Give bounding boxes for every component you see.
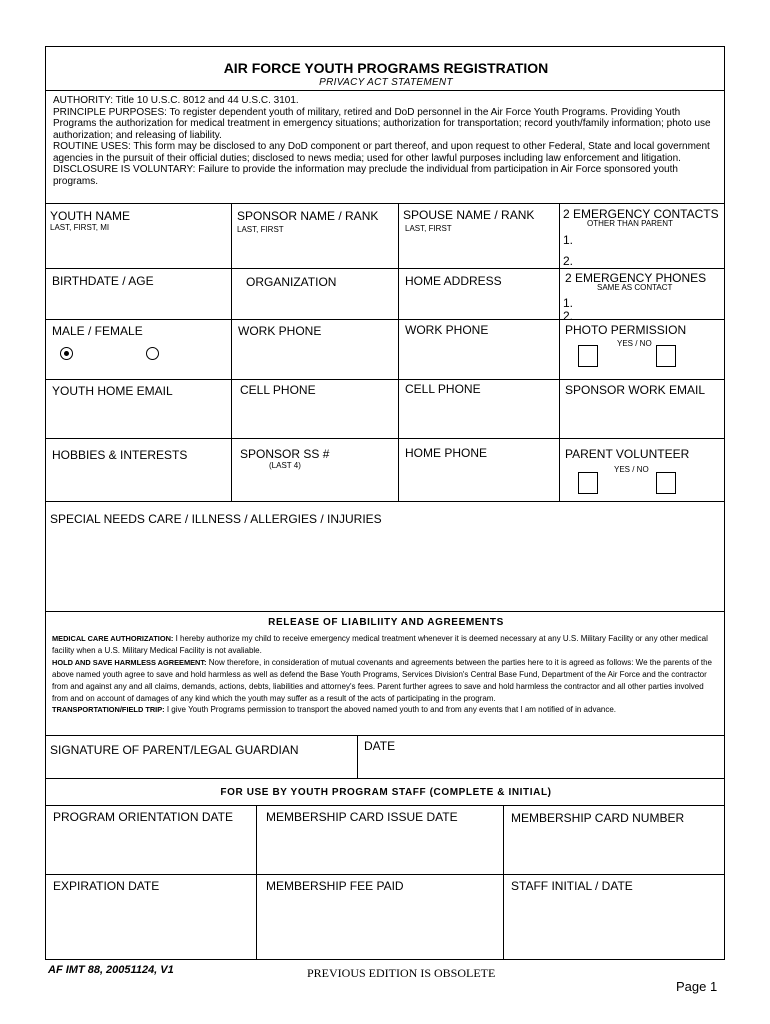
photo-permission-yes-no: YES / NO [617, 339, 652, 348]
grid-line [46, 611, 724, 612]
volunteer-yes-checkbox[interactable] [578, 472, 598, 494]
spouse-name-label: SPOUSE NAME / RANK [403, 208, 535, 222]
gender-label: MALE / FEMALE [52, 324, 143, 338]
spouse-cell-label: CELL PHONE [405, 382, 481, 396]
grid-line [559, 203, 560, 501]
signature-label: SIGNATURE OF PARENT/LEGAL GUARDIAN [50, 743, 299, 757]
grid-line [46, 319, 724, 320]
emergency-contact-2[interactable]: 2. [563, 254, 574, 268]
photo-permission-label: PHOTO PERMISSION [565, 323, 687, 337]
membership-fee-label: MEMBERSHIP FEE PAID [266, 879, 404, 893]
photo-no-checkbox[interactable] [656, 345, 676, 367]
grid-line [46, 379, 724, 380]
form-title: AIR FORCE YOUTH PROGRAMS REGISTRATION [223, 60, 549, 76]
organization-label: ORGANIZATION [246, 275, 337, 289]
registration-form [45, 46, 725, 960]
hold-harmless-text: Now therefore, in consideration of mutual covenants and agreements between the parties here to it is agreed as follows: We the parents of the above named youth agree to save and hold harmless as well as defend the Base Youth Programs, Services Division's Central Base Fund, Department of the Air Force and the contractor from and against any and all claims, demands, actions, debts, liabilities and attorney's fees. Parent further agrees to save and hold harmless the contractor and all other parties involved from and on account of damages of any kind which the youth may suffer as a result of the acts of participating in the program. [52, 657, 713, 703]
staff-initial-label: STAFF INITIAL / DATE [511, 879, 633, 893]
page-number: Page 1 [676, 979, 718, 994]
spouse-name-format: LAST, FIRST [405, 224, 452, 233]
transportation-label: TRANSPORTATION/FIELD TRIP: [52, 705, 165, 715]
grid-line [46, 268, 724, 269]
orientation-date-label: PROGRAM ORIENTATION DATE [53, 810, 234, 824]
privacy-disclosure: DISCLOSURE IS VOLUNTARY: Failure to provide the information may preclude the individual from participation in Air Force sponsored youth programs. [53, 164, 678, 187]
youth-name-format: LAST, FIRST, MI [50, 223, 110, 232]
youth-email-label: YOUTH HOME EMAIL [52, 384, 173, 398]
privacy-act-statement [53, 95, 720, 187]
grid-line [46, 735, 724, 736]
emergency-contact-1[interactable]: 1. [563, 233, 574, 247]
staff-heading: FOR USE BY YOUTH PROGRAM STAFF (COMPLETE & INITIAL) [220, 787, 552, 798]
grid-line [357, 735, 358, 778]
grid-line [231, 203, 232, 501]
card-number-label: MEMBERSHIP CARD NUMBER [511, 811, 685, 825]
sponsor-work-email-label: SPONSOR WORK EMAIL [565, 383, 706, 397]
emergency-phone-1[interactable]: 1. [563, 296, 574, 310]
transportation-text: I give Youth Programs permission to transport the aboved named youth to and from any events that I am notified of in advance. [164, 705, 617, 715]
special-needs-label: SPECIAL NEEDS CARE / ILLNESS / ALLERGIES / INJURIES [50, 512, 382, 526]
emergency-contacts-label: 2 EMERGENCY CONTACTS [563, 207, 719, 221]
youth-name-label: YOUTH NAME [50, 209, 131, 223]
grid-line [398, 203, 399, 501]
sponsor-name-format: LAST, FIRST [237, 225, 284, 234]
photo-yes-checkbox[interactable] [578, 345, 598, 367]
medical-care-text: I hereby authorize my child to receive emergency medical treatment whenever it is deemed necessary at any U.S. Military Facility or any other medical facility when a U.S. Military Medical Facility is not avaliable. [52, 634, 708, 655]
privacy-principle: PRINCIPLE PURPOSES: To register dependent youth of military, retired and DoD personnel in the Air Force Youth Programs. Providing Youth Programs the authorization for medical treatment in emergency situations; authorization for transportation; record youth/family information; photo use authorization; and releasing of liability. [53, 106, 711, 141]
grid-line [256, 805, 257, 959]
medical-care-label: MEDICAL CARE AUTHORIZATION: [52, 634, 174, 643]
emergency-phones-note: SAME AS CONTACT [597, 283, 673, 292]
signature-date-label: DATE [364, 739, 396, 753]
form-id: AF IMT 88, 20051124, V1 [48, 964, 174, 976]
volunteer-no-checkbox[interactable] [656, 472, 676, 494]
hold-harmless-label: HOLD AND SAVE HARMLESS AGREEMENT: [52, 657, 207, 667]
grid-line [46, 778, 724, 779]
emergency-phones-label: 2 EMERGENCY PHONES [565, 271, 707, 285]
sponsor-cell-label: CELL PHONE [240, 383, 316, 397]
sponsor-work-phone-label: WORK PHONE [238, 324, 322, 338]
sponsor-ss-label: SPONSOR SS # [240, 447, 330, 461]
grid-line [46, 438, 724, 439]
spouse-work-phone-label: WORK PHONE [405, 323, 489, 337]
emergency-contacts-note: OTHER THAN PARENT [587, 219, 673, 228]
divider [46, 90, 724, 91]
grid-line [46, 805, 724, 806]
release-heading: RELEASE OF LIABILIITY AND AGREEMENTS [268, 617, 504, 628]
grid-line [46, 501, 724, 502]
grid-line [46, 203, 724, 204]
emergency-phone-2[interactable]: 2. [563, 309, 574, 323]
male-radio[interactable] [60, 347, 73, 360]
home-address-label: HOME ADDRESS [405, 274, 502, 288]
obsolete-note: PREVIOUS EDITION IS OBSOLETE [307, 966, 496, 980]
sponsor-ss-note: (LAST 4) [269, 461, 301, 470]
release-text [52, 633, 720, 716]
privacy-authority: AUTHORITY: Title 10 U.S.C. 8012 and 44 U.S.C. 3101. [53, 95, 299, 106]
volunteer-yes-no: YES / NO [614, 465, 649, 474]
birthdate-age-label: BIRTHDATE / AGE [52, 274, 154, 288]
grid-line [46, 874, 724, 875]
hobbies-label: HOBBIES & INTERESTS [52, 448, 188, 462]
home-phone-label: HOME PHONE [405, 446, 488, 460]
sponsor-name-label: SPONSOR NAME / RANK [237, 209, 379, 223]
form-subtitle: PRIVACY ACT STATEMENT [319, 77, 453, 88]
female-radio[interactable] [146, 347, 159, 360]
card-issue-date-label: MEMBERSHIP CARD ISSUE DATE [266, 810, 458, 824]
parent-volunteer-label: PARENT VOLUNTEER [565, 447, 690, 461]
grid-line [503, 805, 504, 959]
privacy-routine: ROUTINE USES: This form may be disclosed to any DoD component or part thereof, and upon request to other Federal, State and local government agencies in the pursuit of their official duties; disclosed to news media; used for other lawful purposes including law enforcement and litigation. [53, 141, 710, 164]
expiration-date-label: EXPIRATION DATE [53, 879, 160, 893]
